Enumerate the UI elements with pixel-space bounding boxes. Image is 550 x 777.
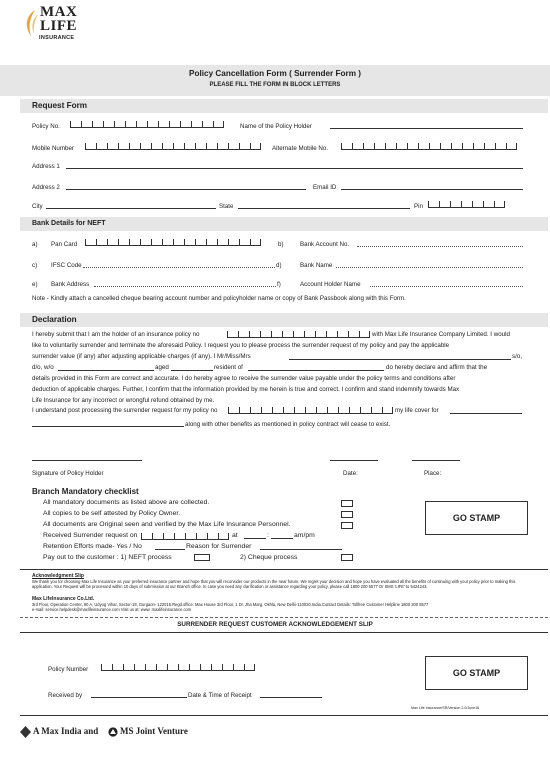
checklist-checkbox-3[interactable] bbox=[341, 522, 353, 529]
payout-label: Pay out to the customer : 1) NEFT process bbox=[43, 554, 172, 561]
decl-line-8-end: my life cover for bbox=[395, 407, 439, 414]
bank-address-field[interactable] bbox=[94, 286, 276, 287]
bank-address-label: Bank Address bbox=[51, 281, 90, 288]
slip-received-by-label: Received by bbox=[48, 692, 83, 699]
declaration-heading: Declaration bbox=[32, 315, 77, 324]
ack-company: Max LifeInsurance Co.Ltd. bbox=[32, 596, 95, 602]
bank-b-marker: b) bbox=[278, 241, 284, 248]
city-label: City bbox=[32, 203, 43, 210]
bank-name-label: Bank Name bbox=[300, 262, 333, 269]
received-ampm-label: am/pm bbox=[294, 532, 315, 539]
alt-mobile-label: Alternate Mobile No. bbox=[272, 145, 329, 152]
decl-aged-label: aged bbox=[155, 364, 169, 371]
form-subtitle: PLEASE FILL THE FORM IN BLOCK LETTERS bbox=[209, 82, 341, 88]
cut-line bbox=[20, 617, 548, 618]
checklist-item-1: All mandatory documents as listed above are collected. bbox=[43, 499, 210, 506]
decl-line-5: details provided in this Form are correct and accurate. I do hereby agree to receive the surrender value payable under the policy terms and conditions after bbox=[32, 375, 456, 382]
pin-label: Pin bbox=[414, 203, 423, 210]
max-india-emblem-icon bbox=[20, 726, 31, 738]
cheque-checkbox[interactable] bbox=[341, 554, 353, 561]
slip-received-by-field[interactable] bbox=[91, 697, 187, 698]
signature-label: Signature of Policy Holder bbox=[32, 470, 104, 477]
decl-line-1-start: I hereby submit that I am the holder of an insurance policy no bbox=[32, 331, 200, 338]
ack-text: We thank you for choosing Max Life Insurance as your preferred insurance partner and hope that you will reconsider our products in the near future. We regret your decision and hope you have evaluated all the benefits of continuing with your policy prior to making this application. Your Request will be processed within 10 days of submission at our Branch office. In case you need any clarification or assistance regarding your policy, please call 1800 200 5577 Or SMS 'LIFE' to 5424243. bbox=[32, 579, 516, 590]
address2-field[interactable] bbox=[66, 189, 306, 190]
account-no-label: Bank Account No. bbox=[300, 241, 350, 248]
address1-label: Address 1 bbox=[32, 163, 60, 170]
received-at-label: at bbox=[232, 532, 238, 539]
pan-label: Pan Card bbox=[51, 241, 78, 248]
signature-line[interactable] bbox=[32, 460, 142, 461]
decl-line-4-end: do hereby declare and affirm that the bbox=[386, 364, 488, 371]
cheque-label: 2) Cheque process bbox=[240, 554, 298, 561]
request-form-band bbox=[20, 99, 548, 113]
ms-logo-icon bbox=[108, 727, 118, 737]
ifsc-label: IFSC Code bbox=[51, 262, 82, 269]
slip-policy-no-boxes[interactable] bbox=[101, 664, 255, 671]
company-logo bbox=[22, 4, 82, 54]
decl-residence-field[interactable] bbox=[248, 370, 384, 371]
bank-f-marker: f) bbox=[277, 281, 281, 288]
decl-line-6: deduction of applicable charges. Further, I confirm that the information provided by me herein is true and correct. I confirm and stand indemnify towards Max bbox=[32, 386, 460, 393]
retention-field[interactable] bbox=[155, 549, 185, 550]
neft-checkbox[interactable] bbox=[194, 554, 210, 561]
place-label: Place: bbox=[424, 470, 442, 477]
mobile-boxes[interactable] bbox=[85, 143, 261, 150]
ack-heading: Acknowledgment Slip bbox=[32, 573, 84, 579]
checklist-heading: Branch Mandatory checklist bbox=[32, 487, 139, 496]
state-label: State bbox=[219, 203, 234, 210]
bank-heading: Bank Details for NEFT bbox=[32, 220, 106, 227]
decl-name-field[interactable] bbox=[289, 359, 511, 360]
policy-holder-field[interactable] bbox=[330, 128, 523, 129]
slip-version: Max Life Insurance/SR/Version 2.0/June16 bbox=[411, 706, 480, 710]
pan-boxes[interactable] bbox=[85, 239, 261, 246]
bank-a-marker: a) bbox=[32, 241, 38, 248]
policy-no-label: Policy No. bbox=[32, 123, 60, 130]
checklist-item-2: All copies to be self attested by Policy Owner. bbox=[43, 510, 181, 517]
logo-text-max: MAX bbox=[40, 4, 78, 20]
received-minute-field[interactable] bbox=[271, 538, 293, 539]
swirl-logo-icon bbox=[22, 8, 40, 38]
policy-no-boxes[interactable] bbox=[70, 121, 224, 128]
received-label: Received Surrender request on bbox=[43, 532, 138, 539]
time-separator: : bbox=[267, 532, 269, 539]
date-label: Date: bbox=[343, 470, 358, 477]
logo-text-life: LIFE bbox=[40, 18, 78, 34]
checklist-checkbox-2[interactable] bbox=[341, 511, 353, 518]
slip-go-stamp-box: GO STAMP bbox=[425, 656, 528, 690]
decl-line-3-end: s/o, bbox=[512, 353, 522, 360]
address2-label: Address 2 bbox=[32, 184, 60, 191]
decl-relation-field[interactable] bbox=[58, 370, 154, 371]
holder-name-label: Account Holder Name bbox=[300, 281, 361, 288]
ack-top-rule bbox=[20, 569, 548, 570]
checklist-item-3: All documents are Original seen and verified by the Max Life Insurance Personnel. bbox=[43, 521, 291, 528]
place-line[interactable] bbox=[412, 460, 460, 461]
bank-name-field[interactable] bbox=[336, 267, 523, 268]
account-no-field[interactable] bbox=[357, 246, 523, 247]
bank-d-marker: d) bbox=[276, 262, 282, 269]
received-hour-field[interactable] bbox=[244, 538, 266, 539]
email-field[interactable] bbox=[341, 189, 523, 190]
holder-name-field[interactable] bbox=[370, 286, 523, 287]
decl-line-1-end: with Max Life Insurance Company Limited. I would bbox=[372, 331, 510, 338]
form-title: Policy Cancellation Form ( Surrender Form ) bbox=[189, 69, 361, 78]
footer-jv-end: MS Joint Venture bbox=[120, 726, 188, 736]
decl-line-2: like to voluntarily surrender and terminate the aforesaid Policy. I request you to please process the surrender request of my policy and pay the applicable bbox=[32, 342, 450, 349]
slip-date-time-label: Date & Time of Receipt bbox=[188, 692, 252, 699]
address1-field[interactable] bbox=[66, 168, 523, 169]
footer-jv-start: A Max India and bbox=[33, 726, 99, 736]
decl-line-9: along with other benefits as mentioned in policy contract will cease to exist. bbox=[185, 421, 391, 428]
received-date-boxes[interactable] bbox=[141, 533, 229, 540]
ifsc-field[interactable] bbox=[83, 267, 275, 268]
ack-email: e-mail: service.helpdesk@maxlifeinsurance.com Visit us at: www. maxlifeinsurance.com bbox=[32, 607, 192, 612]
reason-label: Reason for Surrender bbox=[186, 543, 252, 550]
pin-boxes[interactable] bbox=[428, 201, 505, 208]
slip-policy-no-label: Policy Number bbox=[48, 666, 89, 673]
request-form-heading: Request Form bbox=[32, 101, 88, 110]
bank-note: Note - Kindly attach a cancelled cheque bearing account number and policyholder name or copy of Bank Passbook along with this Form. bbox=[32, 295, 406, 302]
alt-mobile-boxes[interactable] bbox=[341, 143, 517, 150]
bank-e-marker: e) bbox=[32, 281, 38, 288]
decl-policy-no-boxes[interactable] bbox=[227, 331, 370, 338]
ack-address: 3rd Floor, Operation Center, 90 A, Udyog Vihar, Sector-18, Gurgaon- 122015.Regd.office: Max House 3rd Floor, 1 Dr. Jha Marg, Okhla, New Delhi-110020.India.Contact Details: Tollfree Customer Helpline 1800 200 5577 bbox=[32, 602, 429, 607]
logo-text-insurance: INSURANCE bbox=[39, 35, 75, 41]
slip-heading: SURRENDER REQUEST CUSTOMER ACKNOWLEDGEMENT SLIP bbox=[177, 621, 373, 628]
slip-date-time-field[interactable] bbox=[260, 697, 322, 698]
email-label: Email ID bbox=[313, 184, 337, 191]
decl-policy-no-boxes-2[interactable] bbox=[228, 407, 393, 414]
decl-life-cover-field[interactable] bbox=[450, 413, 522, 414]
policy-holder-label: Name of the Policy Holder bbox=[240, 123, 312, 130]
state-field[interactable] bbox=[238, 208, 410, 209]
bank-c-marker: c) bbox=[32, 262, 38, 269]
decl-line-4-start: d/o, w/o bbox=[32, 364, 54, 371]
declaration-band bbox=[20, 313, 548, 327]
slip-bottom-rule bbox=[20, 715, 548, 716]
decl-age-field[interactable] bbox=[171, 370, 213, 371]
city-field[interactable] bbox=[46, 208, 216, 209]
mobile-label: Mobile Number bbox=[32, 145, 74, 152]
decl-line-7: Life Insurance for any incorrect or wrongful refund obtained by me. bbox=[32, 397, 215, 404]
decl-line-3-start: surrender value (if any) after adjusting applicable charges (if any). I Mr/Miss/Mrs bbox=[32, 353, 251, 360]
retention-label: Retention Efforts made- Yes / No bbox=[43, 543, 142, 550]
decl-line-8-start: I understand post processing the surrender request for my policy no bbox=[32, 407, 218, 414]
reason-field[interactable] bbox=[260, 549, 342, 550]
slip-top-rule bbox=[20, 632, 548, 633]
decl-resident-label: resident of bbox=[214, 364, 243, 371]
date-line[interactable] bbox=[330, 460, 378, 461]
decl-cease-field[interactable] bbox=[32, 426, 184, 427]
checklist-checkbox-1[interactable] bbox=[341, 500, 353, 507]
go-stamp-box: GO STAMP bbox=[425, 501, 528, 535]
